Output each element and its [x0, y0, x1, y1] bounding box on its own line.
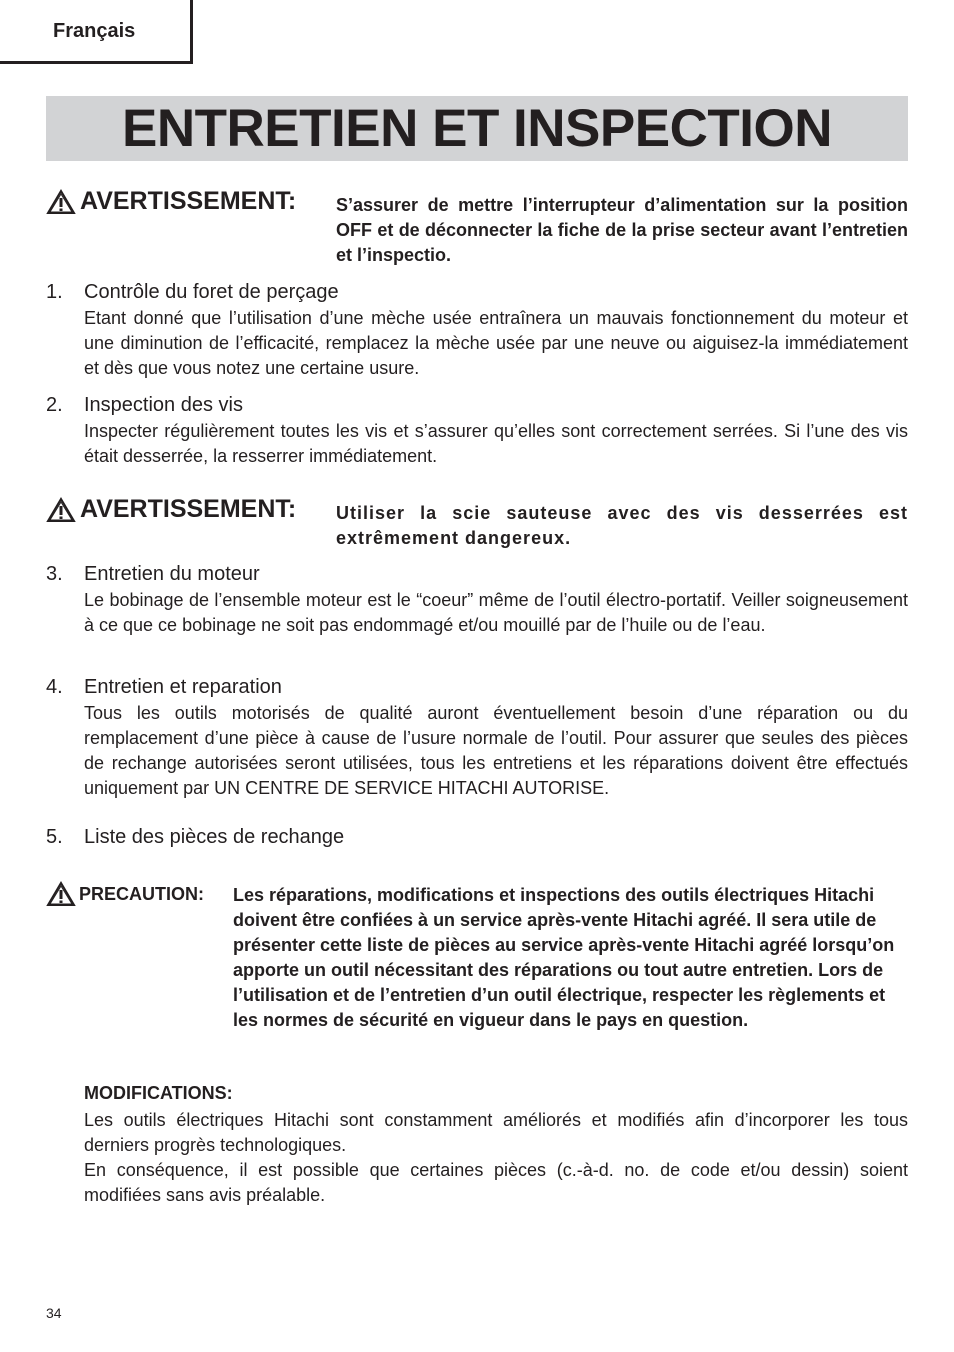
item-heading-2: Inspection des vis — [84, 394, 243, 416]
item-heading-1: Contrôle du foret de perçage — [84, 281, 339, 303]
page-title: ENTRETIEN ET INSPECTION — [122, 99, 832, 158]
item-body-2: Inspecter régulièrement toutes les vis et s’assurer qu’elles sont correctement serrées. Si l’une des vis était desserrée, la resserrer immédiatement. — [84, 421, 908, 466]
language-tab — [0, 0, 193, 64]
modifications-heading: MODIFICATIONS: — [84, 1083, 233, 1103]
precaution-label-text: PRECAUTION: — [79, 883, 204, 904]
item-heading-4: Entretien et reparation — [84, 676, 282, 698]
modifications-paragraph-2: En conséquence, il est possible que certaines pièces (c.-à-d. no. de code et/ou dessin) soient modifiées sans avis préalable. — [84, 1160, 908, 1205]
item-number-3: 3. — [46, 563, 63, 585]
precaution-text: Les réparations, modifications et inspections des outils électriques Hitachi doivent être confiées à un service après-vente Hitachi agréé. Il sera utile de présenter cette liste de pièces au service après-vente Hitachi agréé lorsqu’on apporte un outil nécessitant des réparations ou tout autre entretien. Lors de l’utilisation et de l’entretien d’un outil électrique, respecter les règlements et les normes de sécurité en vigueur dans le pays en question. — [233, 885, 895, 1030]
page-number: 34 — [46, 1305, 62, 1321]
item-number-1: 1. — [46, 281, 63, 303]
item-body-1: Etant donné que l’utilisation d’une mèche usée entraînera un mauvais fonctionnement du moteur et une diminution de l’efficacité, remplacez la mèche usée par une neuve ou aiguisez-la immédiatement et dès que vous notez une certaine usure. — [84, 308, 908, 378]
precaution-label — [46, 881, 204, 907]
item-number-4: 4. — [46, 676, 63, 698]
warning-label-text: AVERTISSEMENT: — [80, 187, 297, 215]
warning-text-2: Utiliser la scie sauteuse avec des vis desserrées est extrêmement dangereux. — [336, 503, 908, 548]
warning-label-text: AVERTISSEMENT: — [80, 495, 297, 523]
warning-triangle-icon — [46, 189, 76, 215]
item-body-4: Tous les outils motorisés de qualité auront éventuellement besoin d’une réparation ou du remplacement d’une pièce à cause de l’usure normale de l’outil. Pour assurer que seules des pièces de rechange autorisées seront utilisées, tous les entretiens et les réparations doivent être effectués uniquement par UN CENTRE DE SERVICE HITACHI AUTORISE. — [84, 703, 908, 798]
warning-triangle-icon — [46, 881, 76, 907]
item-heading-5: Liste des pièces de rechange — [84, 826, 345, 848]
modifications-paragraph-1: Les outils électriques Hitachi sont constamment améliorés et modifiés afin d’incorporer les tous derniers progrès technologiques. — [84, 1110, 908, 1155]
warning-text-1: S’assurer de mettre l’interrupteur d’alimentation sur la position OFF et de déconnecter la fiche de la prise secteur avant l’entretien et l’inspectio. — [336, 195, 908, 265]
warning-triangle-icon — [46, 497, 76, 523]
item-heading-3: Entretien du moteur — [84, 563, 260, 585]
language-label: Français — [53, 20, 136, 42]
item-body-3: Le bobinage de l’ensemble moteur est le “coeur” même de l’outil électro-portatif. Veiller soigneusement à ce que ce bobinage ne soit pas endommagé et/ou mouillé par de l’huile ou de l’eau. — [84, 590, 908, 635]
warning-label-1 — [46, 187, 296, 216]
item-number-5: 5. — [46, 826, 63, 848]
warning-label-2 — [46, 495, 296, 524]
title-band — [46, 96, 908, 161]
item-number-2: 2. — [46, 394, 63, 416]
